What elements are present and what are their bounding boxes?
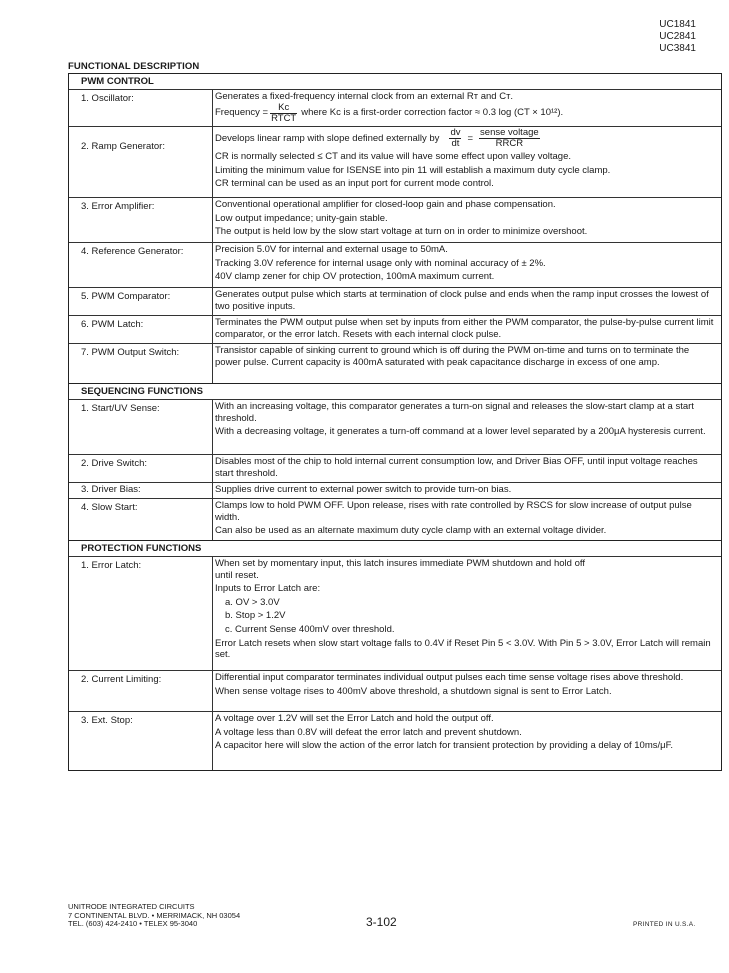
desc-line: A capacitor here will slow the action of the error latch for transient protection by providing a delay of 10ms/μF. xyxy=(215,740,674,752)
desc-line: Conventional operational amplifier for closed-loop gain and phase compensation. xyxy=(215,199,556,210)
fraction-denominator: RRCR xyxy=(495,138,524,149)
table-row xyxy=(69,399,721,454)
row-description xyxy=(212,344,721,383)
table-row xyxy=(69,89,721,126)
address-line: 7 CONTINENTAL BLVD. • MERRIMACK, NH 03054 xyxy=(68,910,241,920)
row-label: 1. Start/UV Sense: xyxy=(81,403,160,414)
formula-suffix: where Kc is a first-order correction factor ≈ 0.3 log (CT × 10¹²). xyxy=(301,107,564,119)
row-label: 4. Reference Generator: xyxy=(81,246,184,257)
frequency-formula xyxy=(215,103,717,124)
desc-line: Limiting the minimum value for ISENSE into pin 11 will establish a maximum duty cycle clamp. xyxy=(215,164,611,176)
equals-sign: = xyxy=(467,132,474,144)
table-row xyxy=(69,498,721,540)
list-item: c. Current Sense 400mV over threshold. xyxy=(225,623,395,635)
desc-line: The output is held low by the slow start voltage at turn on in order to minimize overshoot. xyxy=(215,226,588,238)
fraction xyxy=(270,103,297,124)
printed-in: PRINTED IN U.S.A. xyxy=(633,921,696,928)
desc-line: Error Latch resets when slow start voltage falls to 0.4V if Reset Pin 5 < 3.0V. With Pin 5 > 3.0V, Error Latch will remain set. xyxy=(215,637,711,661)
address-line: UNITRODE INTEGRATED CIRCUITS xyxy=(68,902,195,911)
desc-line: With a decreasing voltage, it generates a turn-off command at a lower level separated by a 200μA hysteresis current. xyxy=(215,426,706,438)
list-item: a. OV > 3.0V xyxy=(225,596,280,608)
table-row xyxy=(69,197,721,242)
row-description xyxy=(212,316,721,343)
row-description xyxy=(212,557,721,670)
list-item: b. Stop > 1.2V xyxy=(225,610,286,622)
part-number: UC1841 xyxy=(659,19,696,30)
table-row xyxy=(69,287,721,315)
fraction-numerator: dv xyxy=(450,127,461,138)
desc-line: Generates a fixed-frequency internal clock from an external Rᴛ and Cᴛ. xyxy=(215,91,514,102)
row-label: 1. Error Latch: xyxy=(81,560,142,571)
fraction xyxy=(449,128,461,149)
row-description xyxy=(212,483,721,498)
table-row xyxy=(69,670,721,711)
table-row xyxy=(69,482,721,498)
fraction-denominator: RTCT xyxy=(271,112,297,124)
row-label: 4. Slow Start: xyxy=(81,502,138,513)
fraction-denominator: dt xyxy=(451,138,460,149)
table-row xyxy=(69,343,721,383)
row-label: 1. Oscillator: xyxy=(81,93,134,104)
desc-line: With an increasing voltage, this comparator generates a turn-on signal and releases the slow-start clamp at a start threshold. xyxy=(215,401,694,424)
row-description xyxy=(212,127,721,197)
desc-line: When set by momentary input, this latch insures immediate PWM shutdown and hold off until reset. xyxy=(215,558,585,581)
table-row xyxy=(69,711,721,770)
desc-line: When sense voltage rises to 400mV above threshold, a shutdown signal is sent to Error Latch. xyxy=(215,685,612,697)
fraction xyxy=(479,128,540,149)
ramp-formula xyxy=(215,128,717,149)
desc-line: CR terminal can be used as an input port for current mode control. xyxy=(215,178,494,190)
row-description xyxy=(212,499,721,540)
company-address xyxy=(68,903,240,929)
row-description xyxy=(212,198,721,242)
row-label: 7. PWM Output Switch: xyxy=(81,347,180,358)
desc-line: Generates output pulse which starts at termination of clock pulse and ends when the ramp input crosses the lowest of two positive inputs. xyxy=(215,289,709,312)
table-row xyxy=(69,242,721,287)
address-line: TEL. (603) 424-2410 • TELEX 95-3040 xyxy=(68,919,198,928)
desc-line: Transistor capable of sinking current to ground which is off during the PWM on-time and turns on to terminate the power pulse. Current capacity is 400mA saturated with peak capacitance discharge in excess of one amp. xyxy=(215,345,690,368)
desc-line: A voltage over 1.2V will set the Error Latch and hold the output off. xyxy=(215,713,494,724)
desc-line: Clamps low to hold PWM OFF. Upon release, rises with rate controlled by RSCS for slow increase of output pulse width. xyxy=(215,500,692,523)
desc-line: Can also be used as an alternate maximum duty cycle clamp with an external voltage divider. xyxy=(215,525,607,537)
row-label: 2. Drive Switch: xyxy=(81,458,147,469)
part-number: UC3841 xyxy=(659,43,696,54)
part-numbers xyxy=(659,19,696,55)
desc-line: CR is normally selected ≤ CT and its value will have some effect upon valley voltage. xyxy=(215,151,572,162)
fraction-numerator: sense voltage xyxy=(480,127,539,138)
row-label: 5. PWM Comparator: xyxy=(81,291,171,302)
table-row xyxy=(69,315,721,343)
row-label: 3. Ext. Stop: xyxy=(81,715,133,726)
fraction-numerator: Kc xyxy=(270,103,297,114)
table-row xyxy=(69,556,721,670)
desc-line: Differential input comparator terminates individual output pulses each time sense voltage rises above threshold. xyxy=(215,672,684,683)
desc-line: Terminates the PWM output pulse when set by inputs from either the PWM comparator, the pulse-by-pulse current limit comparator, or the error latch. Resets with each internal clock pulse. xyxy=(215,317,714,340)
section-pwm-control: PWM CONTROL xyxy=(69,73,721,89)
section-sequencing-functions: SEQUENCING FUNCTIONS xyxy=(69,383,721,399)
row-description xyxy=(212,400,721,454)
desc-line: Precision 5.0V for internal and external usage to 50mA. xyxy=(215,244,448,255)
row-label: 3. Error Amplifier: xyxy=(81,201,155,212)
row-label: 6. PWM Latch: xyxy=(81,319,144,330)
row-label: 3. Driver Bias: xyxy=(81,484,141,495)
table-row xyxy=(69,454,721,482)
desc-line: A voltage less than 0.8V will defeat the error latch and prevent shutdown. xyxy=(215,726,522,738)
row-description xyxy=(212,288,721,315)
row-description xyxy=(212,243,721,287)
desc-line: Disables most of the chip to hold internal current consumption low, and Driver Bias OFF, until input voltage reaches start threshold. xyxy=(215,456,698,479)
page-number: 3-102 xyxy=(366,915,397,929)
desc-line: Inputs to Error Latch are: xyxy=(215,583,321,595)
part-number: UC2841 xyxy=(659,31,696,42)
desc-line: Low output impedance; unity-gain stable. xyxy=(215,212,388,224)
table-row xyxy=(69,126,721,197)
functional-table xyxy=(68,73,722,771)
row-description xyxy=(212,90,721,126)
formula-prefix: Develops linear ramp with slope defined externally by xyxy=(215,132,440,144)
formula-prefix: Frequency = xyxy=(215,107,269,119)
desc-line: Tracking 3.0V reference for internal usage only with nominal accuracy of ± 2%. xyxy=(215,257,546,269)
row-label: 2. Ramp Generator: xyxy=(81,141,165,152)
page-title: FUNCTIONAL DESCRIPTION xyxy=(68,61,200,72)
row-description xyxy=(212,671,721,711)
row-description xyxy=(212,712,721,770)
desc-line: Supplies drive current to external power switch to provide turn-on bias. xyxy=(215,484,512,495)
row-description xyxy=(212,455,721,482)
section-protection-functions: PROTECTION FUNCTIONS xyxy=(69,540,721,556)
row-label: 2. Current Limiting: xyxy=(81,674,162,685)
desc-line: 40V clamp zener for chip OV protection, 100mA maximum current. xyxy=(215,271,495,283)
